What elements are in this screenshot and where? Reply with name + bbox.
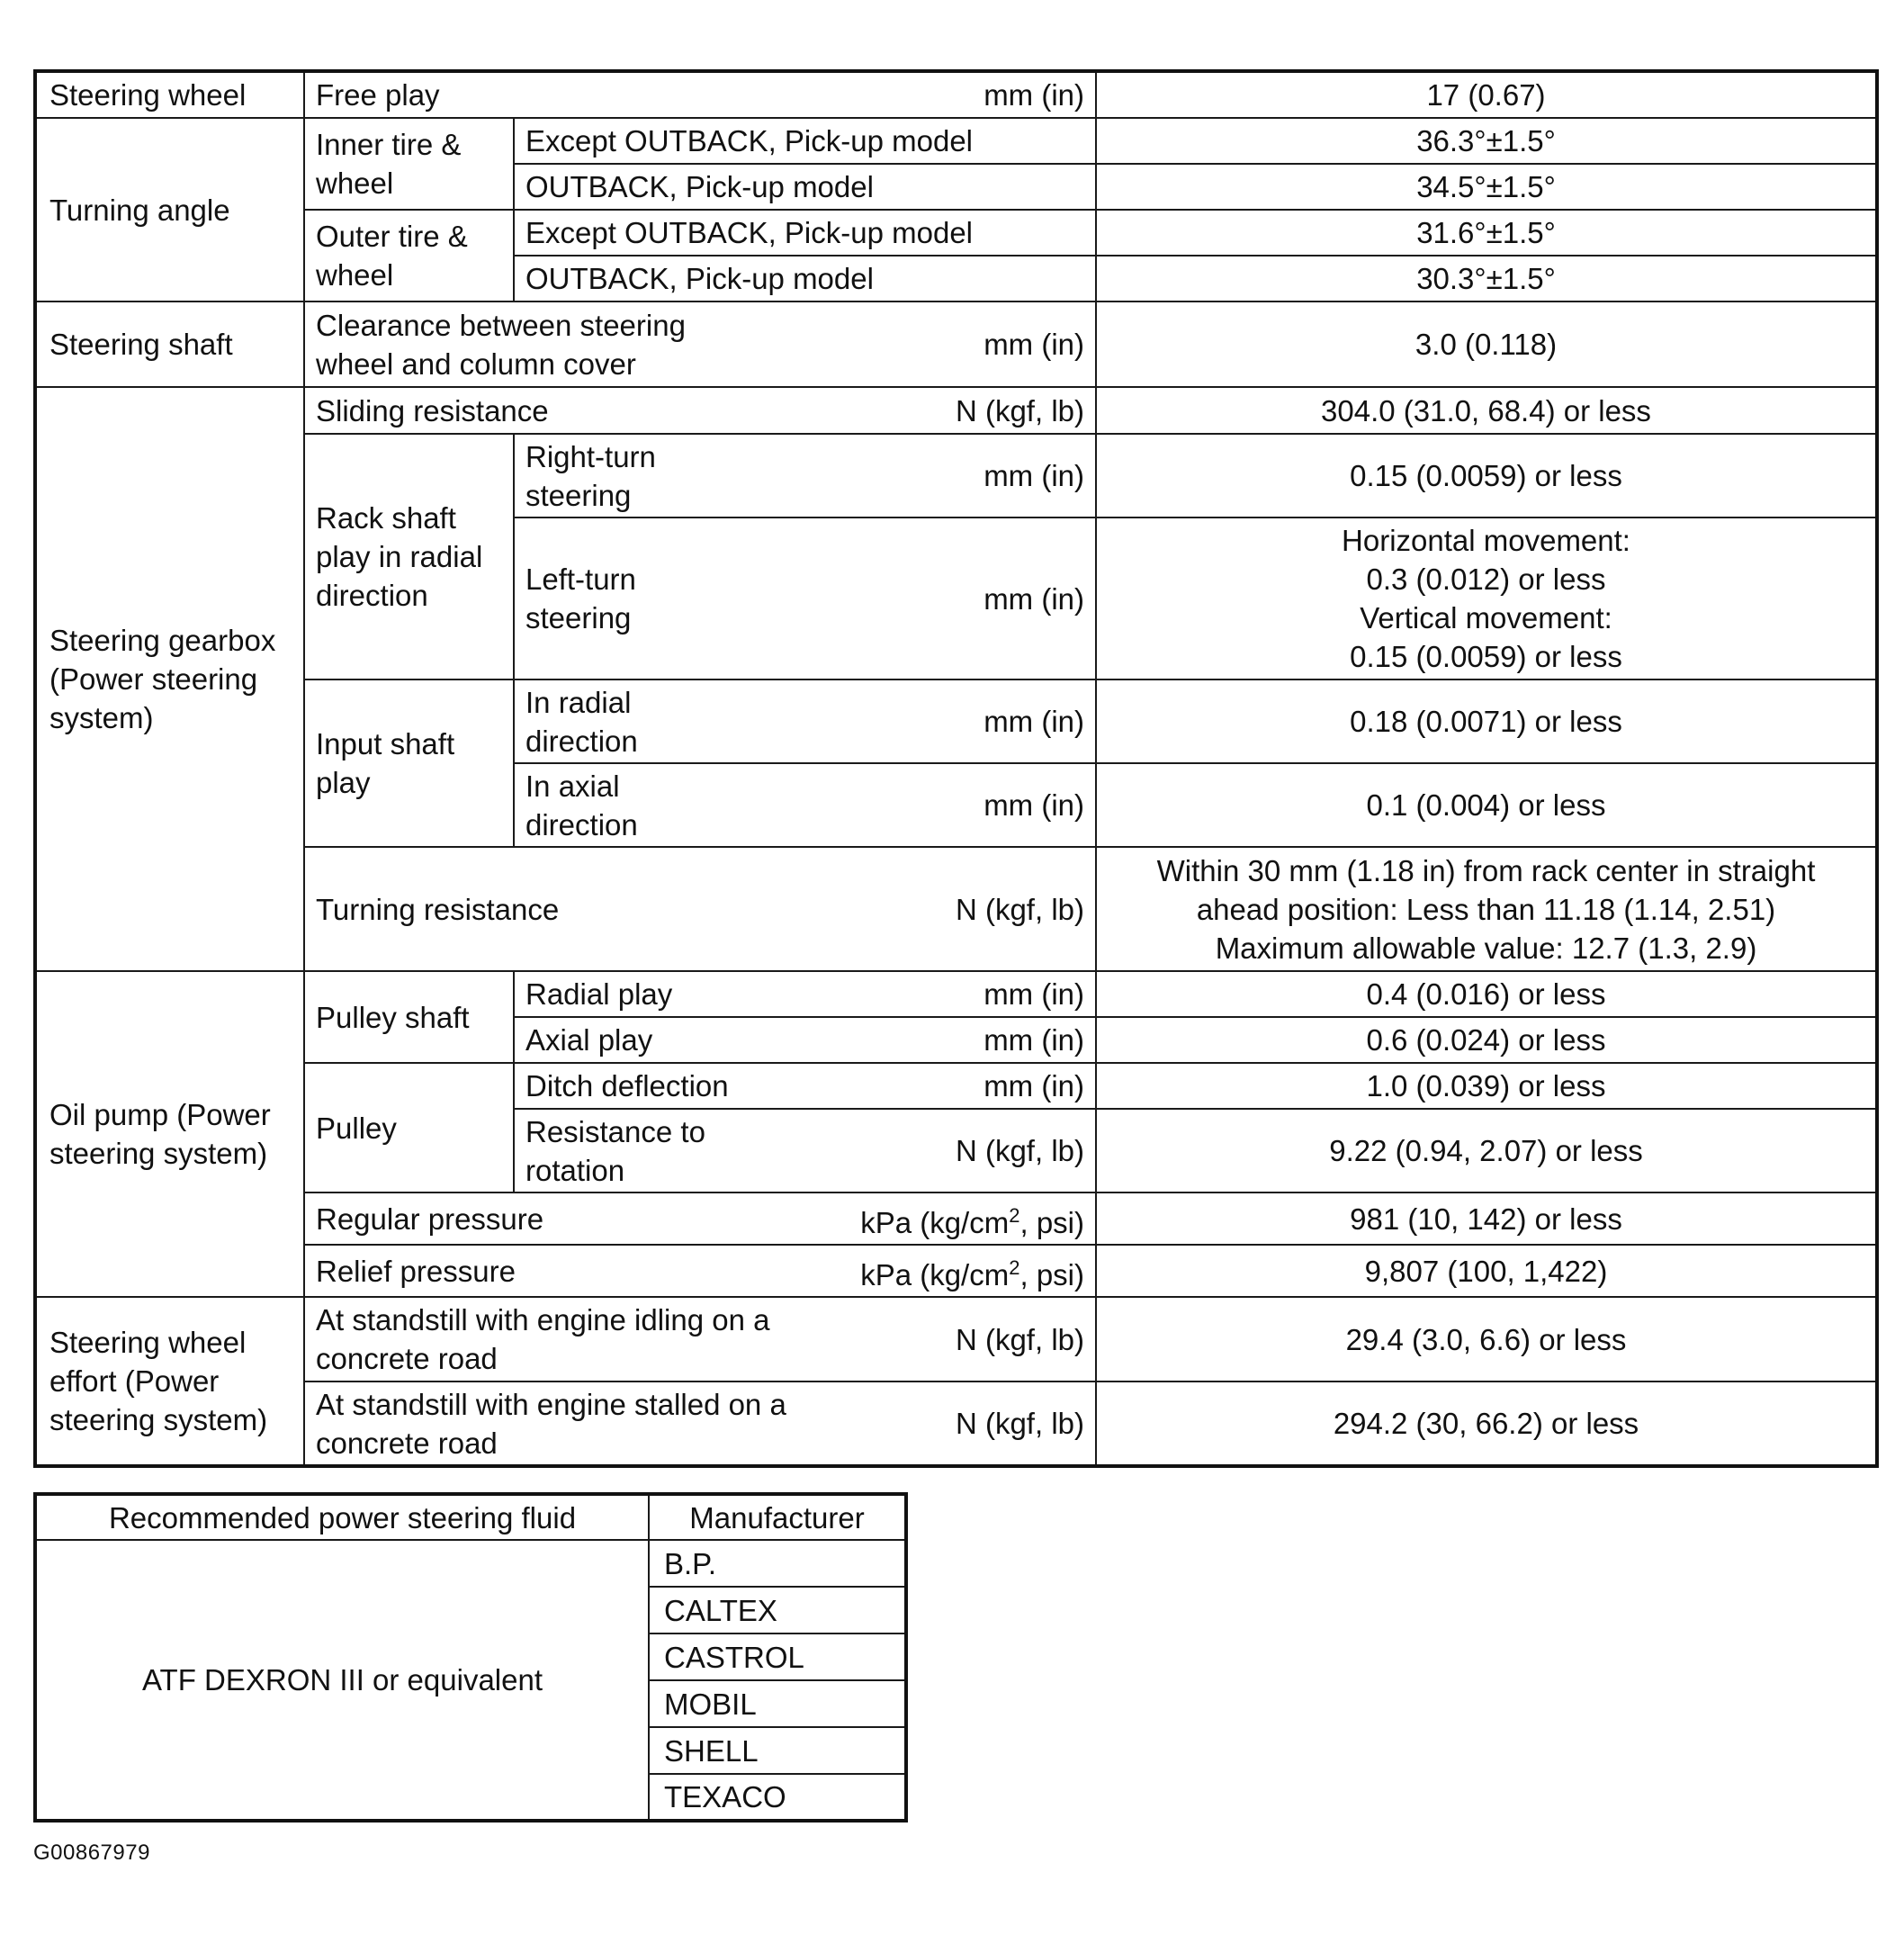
unit-label: mm (in) [983,705,1084,738]
item-inner-except: Except OUTBACK, Pick-up model [514,118,1096,164]
category-steering-gearbox: Steering gearbox (Power steering system) [35,387,304,971]
row-regular-pressure [35,1192,1877,1245]
item-label: Ditch deflection [525,1069,729,1102]
unit-label: mm (in) [983,459,1084,492]
label-rack-shaft-play: Rack shaft play in radial direction [304,434,514,680]
item-label: Left-turn steering [525,562,636,634]
row-input-radial [35,680,1877,763]
item-label: Clearance between steering wheel and column cover [316,308,686,381]
value-turning-resistance [1096,847,1877,971]
value-right-turn: 0.15 (0.0059) or less [1096,434,1877,518]
item-radial-play [514,971,1096,1017]
row-steering-wheel [35,71,1877,118]
value-engine-idling: 29.4 (3.0, 6.6) or less [1096,1297,1877,1382]
unit-label: mm (in) [983,977,1084,1011]
item-outer-except: Except OUTBACK, Pick-up model [514,210,1096,256]
row-effort-stalled [35,1382,1877,1466]
unit-label: kPa ($kg/cm^2$, psi) [860,1203,1084,1239]
item-label: Regular pressure [316,1202,544,1236]
unit-label: N (kgf, lb) [955,892,1084,926]
row-rack-right [35,434,1877,518]
item-ditch-deflection [514,1063,1096,1109]
value-line: Within 30 mm (1.18 in) from rack center in straight [1156,853,1816,887]
manufacturer-cell: CALTEX [649,1587,906,1634]
unit-label: N (kgf, lb) [955,1322,1084,1356]
item-axial-play [514,1017,1096,1063]
item-label: In radial direction [525,685,638,758]
fluid-name: ATF DEXRON III or equivalent [35,1540,649,1821]
label-pulley: Pulley [304,1063,514,1192]
row-sliding-resistance [35,387,1877,434]
item-label: Right-turn steering [525,439,656,512]
manufacturer-cell: TEXACO [649,1774,906,1821]
unit-label: kPa ($kg/cm^2$, psi) [860,1256,1084,1292]
item-regular-pressure [304,1192,1096,1245]
value-line: 0.15 (0.0059) or less [1350,640,1622,673]
item-label: Sliding resistance [316,393,549,428]
label-input-shaft-play: Input shaft play [304,680,514,847]
manufacturer-cell: SHELL [649,1727,906,1774]
category-steering-wheel-effort: Steering wheel effort (Power steering system) [35,1297,304,1466]
manufacturer-cell: B.P. [649,1540,906,1587]
item-clearance [304,302,1096,387]
item-turning-resistance [304,847,1096,971]
item-label: In axial direction [525,769,638,842]
value-inner-except: 36.3°±1.5° [1096,118,1877,164]
unit-label: N (kgf, lb) [955,393,1084,428]
value-free-play: 17 (0.67) [1096,71,1877,118]
value-left-turn [1096,518,1877,680]
value-line: Vertical movement: [1360,601,1612,634]
value-line: 0.3 (0.012) or less [1366,562,1606,596]
value-in-radial: 0.18 (0.0071) or less [1096,680,1877,763]
item-label: Turning resistance [316,892,560,926]
row-turning-inner-except [35,118,1877,164]
label-inner-tire-wheel: Inner tire & wheel [304,118,514,210]
value-sliding-resistance: 304.0 (31.0, 68.4) or less [1096,387,1877,434]
value-ditch-deflection: 1.0 (0.039) or less [1096,1063,1877,1109]
value-resistance-rotation: 9.22 (0.94, 2.07) or less [1096,1109,1877,1192]
category-steering-shaft: Steering shaft [35,302,304,387]
row-pulley-shaft-radial [35,971,1877,1017]
item-label: At standstill with engine stalled on a concrete road [316,1387,786,1460]
value-axial-play: 0.6 (0.024) or less [1096,1017,1877,1063]
row-relief-pressure [35,1245,1877,1297]
value-line: Maximum allowable value: 12.7 (1.3, 2.9) [1215,931,1757,965]
value-regular-pressure: 981 (10, 142) or less [1096,1192,1877,1245]
value-line: ahead position: Less than 11.18 (1.14, 2.51) [1196,892,1776,926]
item-sliding-resistance [304,387,1096,434]
unit-label: mm (in) [983,788,1084,822]
unit-label: mm (in) [983,581,1084,616]
item-free-play [304,71,1096,118]
category-steering-wheel: Steering wheel [35,71,304,118]
item-outer-outback: OUTBACK, Pick-up model [514,256,1096,302]
value-inner-outback: 34.5°±1.5° [1096,164,1877,210]
item-right-turn [514,434,1096,518]
item-inner-outback: OUTBACK, Pick-up model [514,164,1096,210]
item-left-turn [514,518,1096,680]
fluid-row [35,1540,906,1587]
figure-id: G00867979 [33,1840,150,1865]
category-oil-pump: Oil pump (Power steering system) [35,971,304,1297]
row-steering-shaft [35,302,1877,387]
unit-label: mm (in) [983,78,1084,112]
item-label: Radial play [525,977,673,1011]
row-effort-idling [35,1297,1877,1382]
item-engine-stalled [304,1382,1096,1466]
manufacturer-cell: CASTROL [649,1634,906,1680]
category-turning-angle: Turning angle [35,118,304,302]
unit-label: N (kgf, lb) [955,1134,1084,1167]
value-outer-except: 31.6°±1.5° [1096,210,1877,256]
value-clearance: 3.0 (0.118) [1096,302,1877,387]
item-label: Relief pressure [316,1254,516,1288]
value-radial-play: 0.4 (0.016) or less [1096,971,1877,1017]
value-outer-outback: 30.3°±1.5° [1096,256,1877,302]
unit-label: mm (in) [983,1023,1084,1057]
item-in-axial [514,763,1096,847]
value-line: Horizontal movement: [1342,524,1630,557]
row-turning-outer-except [35,210,1877,256]
item-resistance-rotation [514,1109,1096,1192]
row-turning-resistance [35,847,1877,971]
header-recommended-fluid: Recommended power steering fluid [35,1494,649,1540]
value-engine-stalled: 294.2 (30, 66.2) or less [1096,1382,1877,1466]
label-pulley-shaft: Pulley shaft [304,971,514,1063]
unit-label: mm (in) [983,1069,1084,1102]
item-label: Free play [316,78,440,112]
item-relief-pressure [304,1245,1096,1297]
item-label: Resistance to rotation [525,1114,705,1187]
specifications-table [33,69,1879,1468]
value-in-axial: 0.1 (0.004) or less [1096,763,1877,847]
fluid-header-row [35,1494,906,1540]
label-outer-tire-wheel: Outer tire & wheel [304,210,514,302]
row-pulley-ditch [35,1063,1877,1109]
value-relief-pressure: 9,807 (100, 1,422) [1096,1245,1877,1297]
item-in-radial [514,680,1096,763]
fluid-table [33,1492,908,1822]
manufacturer-cell: MOBIL [649,1680,906,1727]
item-label: At standstill with engine idling on a concrete road [316,1303,770,1375]
item-label: Axial play [525,1023,653,1057]
header-manufacturer: Manufacturer [649,1494,906,1540]
unit-label: N (kgf, lb) [955,1407,1084,1440]
item-engine-idling [304,1297,1096,1382]
unit-label: mm (in) [983,328,1084,361]
